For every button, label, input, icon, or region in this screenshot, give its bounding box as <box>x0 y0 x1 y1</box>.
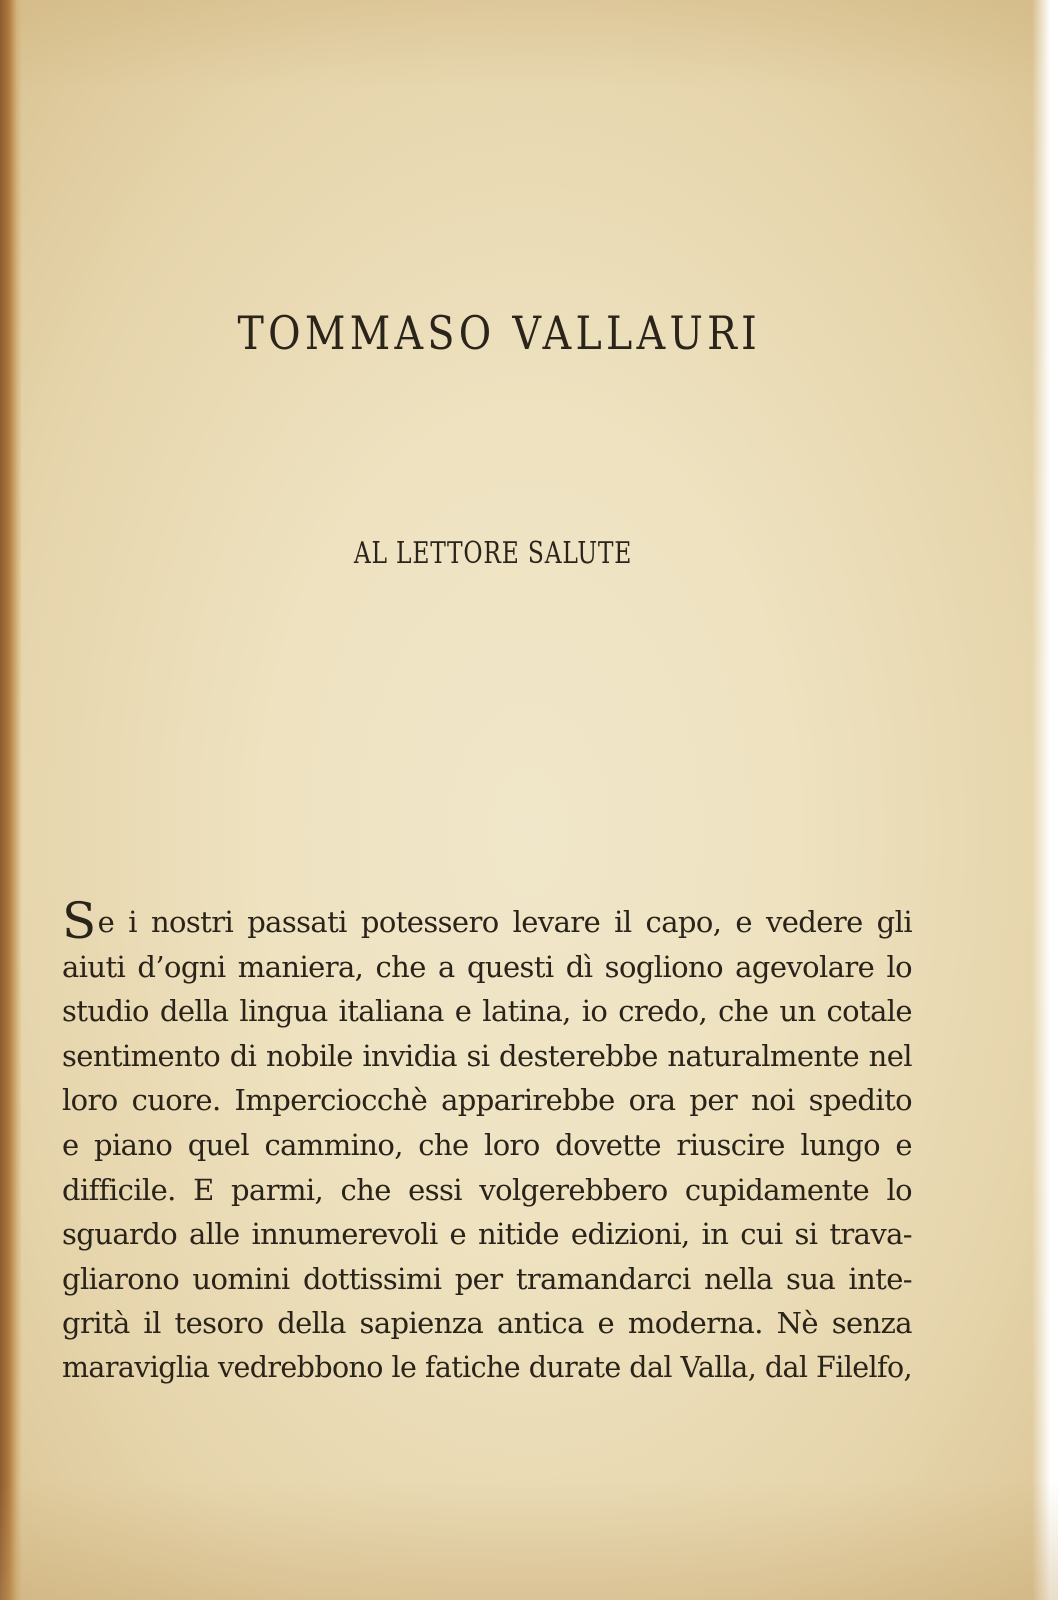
text-line: e piano quel cammino, che loro dovette riuscire lungo e <box>62 1127 912 1162</box>
text-line: maraviglia vedrebbono le fatiche durate dal Valla, dal Filelfo, <box>62 1350 912 1384</box>
text-line: sentimento di nobile invidia si desterebbe naturalmente nel <box>62 1038 912 1073</box>
section-title: AL LETTORE SALUTE <box>353 536 633 571</box>
text-line: sguardo alle innumerevoli e nitide edizioni, in cui si trava- <box>62 1217 912 1252</box>
text-line: difficile. E parmi, che essi volgerebbero cupidamente lo <box>62 1172 912 1207</box>
text-line: grità il tesoro della sapienza antica e moderna. Nè senza <box>62 1306 912 1341</box>
drop-cap: S <box>62 892 96 950</box>
text-line: studio della lingua italiana e latina, io credo, che un cotale <box>62 994 912 1029</box>
body-paragraph <box>62 892 912 1391</box>
author-name: TOMMASO VALLAURI <box>237 306 762 360</box>
text-line <box>62 892 912 950</box>
page-right-edge <box>1032 0 1058 1600</box>
text-line: gliarono uomini dottissimi per tramandarci nella sua inte- <box>62 1261 912 1296</box>
text-line: loro cuore. Imperciocchè apparirebbe ora per noi spedito <box>62 1083 912 1118</box>
first-line-text: e i nostri passati potessero levare il capo, e vedere gli <box>97 905 912 939</box>
page-top-shade <box>0 0 1058 90</box>
text-line: aiuti d’ogni maniera, che a questi dì sogliono agevolare lo <box>62 949 912 984</box>
book-spine-edge <box>0 0 22 1600</box>
page-bottom-shade <box>0 1480 1058 1600</box>
